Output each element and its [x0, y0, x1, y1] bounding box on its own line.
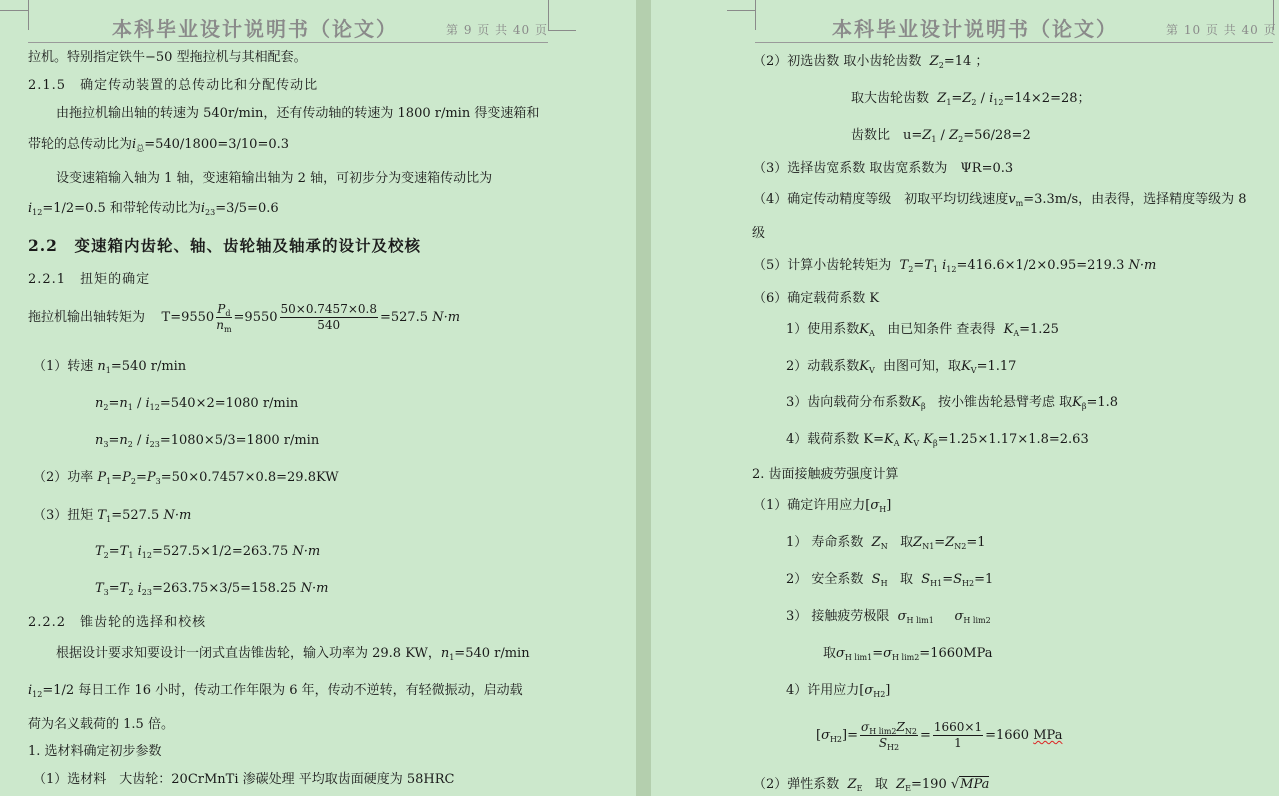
page-gutter: [636, 0, 651, 796]
paragraph-line: 由拖拉机输出轴的转速为 540r/min，还有传动轴的转速为 1800 r/min 得变速箱和: [56, 106, 540, 121]
formula-line: （1）确定许用应力$[\sigma_H]$: [753, 498, 892, 514]
formula-line: 2）动载系数$K_V$ 由图可知，取$K_V=1.17$: [786, 359, 1017, 375]
section-heading: 2.1.5 确定传动装置的总传动比和分配传动比: [28, 78, 319, 93]
section-heading: 2.2.2 锥齿轮的选择和校核: [28, 615, 207, 630]
paragraph-line: 拉机。特别指定铁牛−50 型拖拉机与其相配套。: [28, 50, 307, 65]
section-heading: 2.2 变速箱内齿轮、轴、齿轮轴及轴承的设计及校核: [28, 236, 421, 255]
paragraph-line: 带轮的总传动比为$i_总=540/1800=3/10=0.3$: [28, 137, 290, 153]
paragraph-line: （1）选材料 大齿轮：20CrMnTi 渗碳处理 平均取齿面硬度为 58HRC: [33, 772, 455, 787]
formula-line: 3） 接触疲劳极限 $\sigma_{H lim1}$ $\sigma_{H lim2}$: [786, 609, 991, 625]
paragraph-line: 级: [752, 226, 766, 241]
crop-mark: [727, 10, 755, 11]
formula-line: （2）弹性系数 $Z_E$ 取 $Z_E=190$ √MPa: [753, 777, 990, 793]
formula-line: $n_3=n_2 / i_{23}=1080\times 5/3=1800$ r/min: [95, 433, 320, 449]
page-number: 第 10 页 共 40 页: [1166, 23, 1277, 37]
crop-mark: [548, 30, 576, 31]
crop-mark: [28, 0, 29, 30]
formula-line: 1）使用系数$K_A$ 由已知条件 查表得 $K_A=1.25$: [786, 322, 1059, 338]
formula-line: （2）功率 $P_1=P_2=P_3=50\times 0.7457\times 0.8=29.8KW$: [33, 470, 339, 486]
paragraph-line: 根据设计要求知要设计一闭式直齿锥齿轮，输入功率为 29.8 KW，$n_1=540$ r/min: [56, 646, 530, 662]
formula-line: $T_2=T_1$ $i_{12}=527.5\times 1/2=263.75$ N·m: [95, 544, 321, 560]
formula-line: 4）许用应力$[\sigma_{H2}]$: [786, 683, 891, 699]
header-rule: [28, 42, 548, 43]
formula-line: 1） 寿命系数 $Z_N$ 取$Z_{N1}=Z_{N2}=1$: [786, 535, 986, 551]
formula-line: 齿数比 $u=Z_1 / Z_2=56/28=2$: [851, 128, 1031, 144]
right-page: [651, 0, 1279, 796]
formula-line: 取大齿轮齿数 $Z_1=Z_2 / i_{12}=14\times 2=28$；: [851, 91, 1091, 107]
paragraph-line: $i_{12}=1/2=0.5$ 和带轮传动比为$i_{23}=3/5=0.6$: [28, 201, 279, 217]
paragraph-line: （3）选择齿宽系数 取齿宽系数为 ΨR=0.3: [753, 161, 1014, 176]
paragraph-line: （1）转速 $n_1=540$ r/min: [33, 359, 187, 375]
paragraph-line: （6）确定载荷系数 K: [753, 291, 880, 306]
formula-line: $T_3=T_2$ $i_{23}=263.75\times 3/5=158.25$ N·m: [95, 581, 329, 597]
formula-line: $n_2=n_1 / i_{12}=540\times 2=1080$ r/min: [95, 396, 299, 412]
paragraph-line: 1. 选材料确定初步参数: [28, 744, 162, 759]
crop-mark: [755, 0, 756, 30]
formula-line: （2）初选齿数 取小齿轮齿数 $Z_2=14$ ；: [753, 54, 989, 70]
formula-line: 3）齿向载荷分布系数$K_\beta$ 按小锥齿轮悬臂考虑 取$K_\beta=1.8$: [786, 395, 1119, 411]
page-header-title: 本科毕业设计说明书（论文）: [112, 17, 398, 41]
crop-mark: [548, 0, 549, 30]
paragraph-line: $i_{12}=1/2$ 每日工作 16 小时，传动工作年限为 6 年，传动不逆转，有轻微振动，启动载: [28, 683, 523, 699]
paragraph-line: （4）确定传动精度等级 初取平均切线速度$v_m=3.3m/s$，由表得，选择精度等级为 8: [753, 192, 1247, 208]
formula-line: 取$\sigma_{H lim1}=\sigma_{H lim2}=1660MPa$: [823, 646, 993, 662]
formula-line: 4）载荷系数 $K=K_A$ $K_V$ $K_\beta=1.25\times 1.17\times 1.8=2.63$: [786, 432, 1089, 448]
section-heading: 2.2.1 扭矩的确定: [28, 272, 151, 287]
header-rule: [755, 42, 1273, 43]
formula-line: 2） 安全系数 $S_H$ 取 $S_{H1}=S_{H2}=1$: [786, 572, 994, 588]
paragraph-line: 荷为名义载荷的 1.5 倍。: [28, 717, 174, 732]
page-number: 第 9 页 共 40 页: [446, 23, 548, 37]
formula-line: （5）计算小齿轮转矩为 $T_2=T_1$ $i_{12}=416.6\times 1/2\times 0.95=219.3$ N·m: [753, 258, 1157, 274]
formula-line: （3）扭矩 $T_1=527.5$ N·m: [33, 508, 192, 524]
crop-mark: [0, 10, 28, 11]
page-header-title: 本科毕业设计说明书（论文）: [832, 17, 1118, 41]
torque-formula: 拖拉机输出轴转矩为 T=9550 $\frac{P_d}{n_m}$ =9550 $\frac{50\times 0.7457\times 0.8}{540}$ =527.5 N·m: [28, 302, 461, 334]
paragraph-line: 设变速箱输入轴为 1 轴，变速箱输出轴为 2 轴，可初步分为变速箱传动比为: [56, 171, 493, 186]
left-page: [0, 0, 636, 796]
section-heading: 2. 齿面接触疲劳强度计算: [752, 467, 899, 482]
allowable-stress-formula: $[\sigma_{H2}]=$ $\frac{\sigma_{H lim2}Z_{N2}}{S_{H2}}$ = $\frac{1660\times 1}{1}$ =1660 MPa: [816, 720, 1063, 752]
